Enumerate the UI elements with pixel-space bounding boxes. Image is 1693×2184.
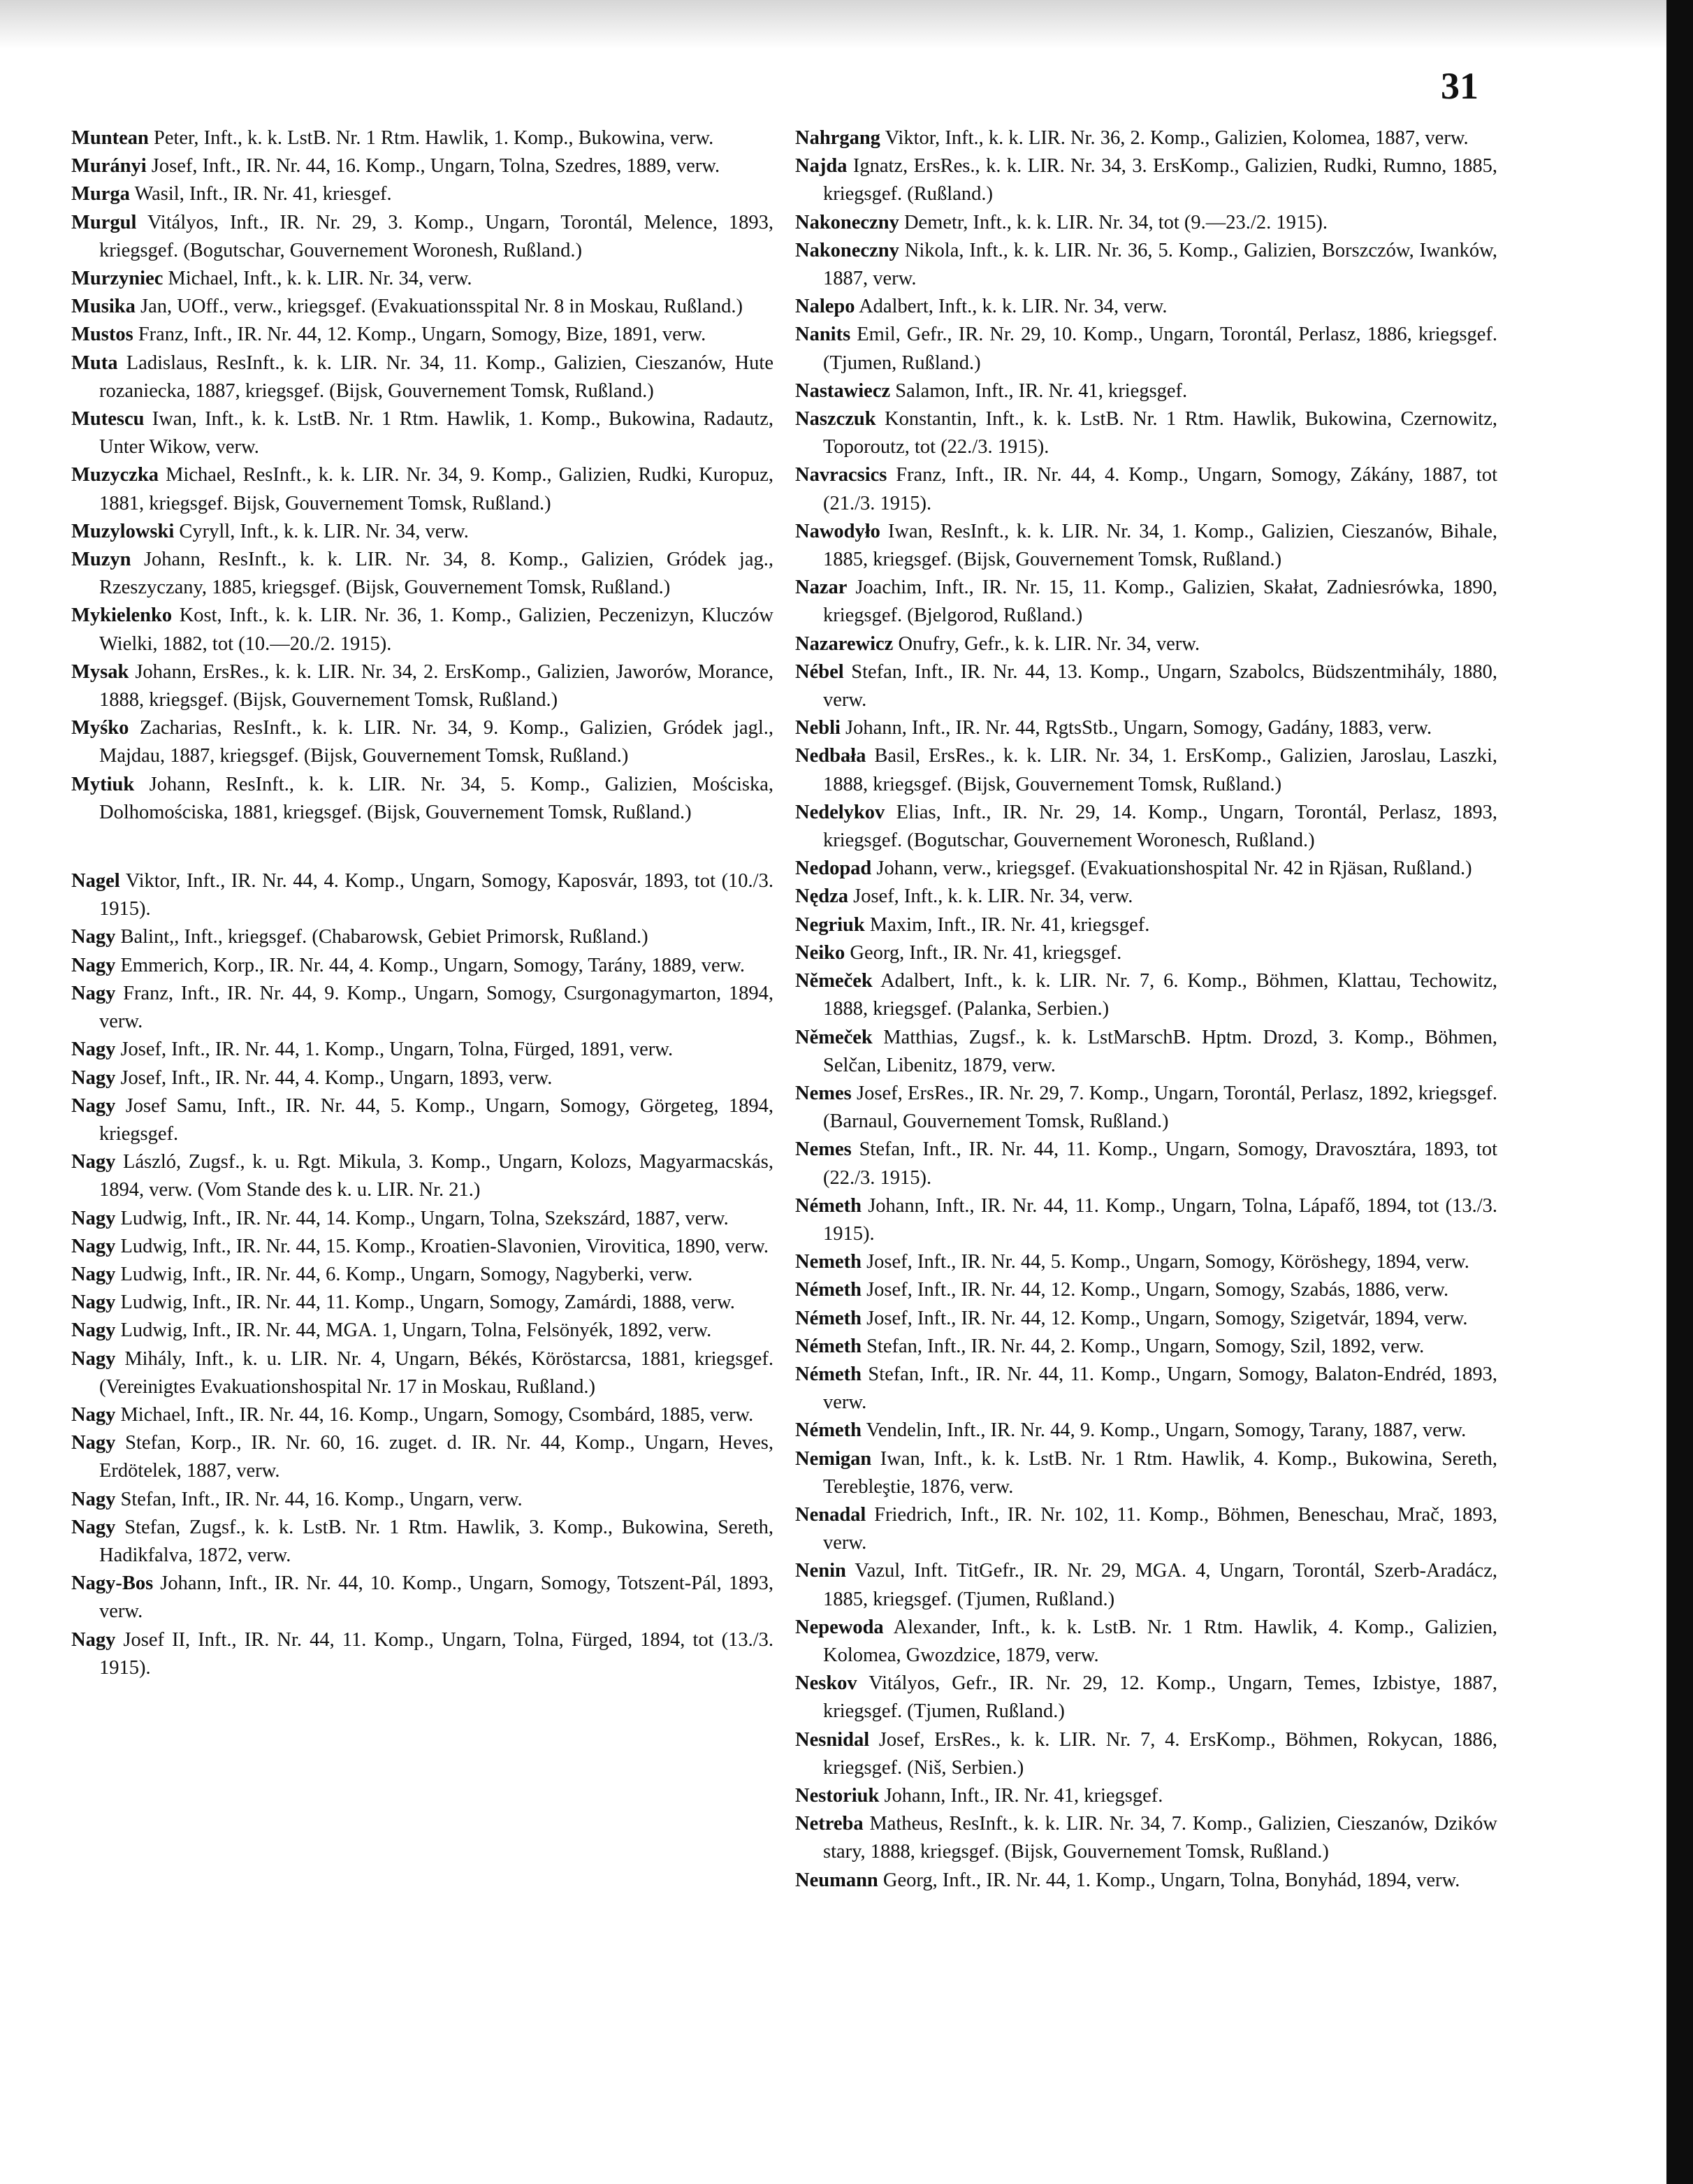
entry-details: Matheus, ResInft., k. k. LIR. Nr. 34, 7. Komp., Galizien, Cieszanów, Dzików stary, 1888, kriegsgef. (Bijsk, Gouvernement Tomsk, Rußland.) — [823, 1813, 1497, 1863]
casualty-entry — [795, 293, 1497, 321]
entry-surname: Nagy — [71, 1207, 116, 1229]
section-gap — [71, 827, 773, 867]
casualty-entry — [71, 124, 773, 152]
entry-surname: Németh — [795, 1419, 862, 1442]
entry-surname: Murányi — [71, 155, 147, 178]
casualty-entry — [795, 714, 1497, 742]
entry-surname: Nagy — [71, 1292, 116, 1314]
casualty-entry — [71, 1289, 773, 1317]
entry-details: Ludwig, Inft., IR. Nr. 44, 15. Komp., Kroatien-Slavonien, Virovitica, 1890, verw. — [120, 1235, 769, 1257]
entry-surname: Nakoneczny — [795, 239, 899, 261]
casualty-entry — [795, 1670, 1497, 1726]
entry-surname: Muntean — [71, 127, 149, 149]
entry-surname: Muta — [71, 352, 118, 374]
entry-surname: Nemigan — [795, 1447, 872, 1470]
entry-details: Georg, Inft., IR. Nr. 44, 1. Komp., Ungarn, Tolna, Bonyhád, 1894, verw. — [882, 1869, 1460, 1891]
entry-details: Peter, Inft., k. k. LstB. Nr. 1 Rtm. Hawlik, 1. Komp., Bukowina, verw. — [153, 127, 714, 149]
entry-details: Stefan, Inft., IR. Nr. 44, 16. Komp., Ungarn, verw. — [120, 1488, 523, 1510]
entry-details: Matthias, Zugsf., k. k. LstMarschB. Hptm. Drozd, 3. Komp., Böhmen, Selčan, Libenitz, 1879, verw. — [823, 1026, 1497, 1076]
entry-details: Stefan, Inft., IR. Nr. 44, 11. Komp., Ungarn, Somogy, Balaton-Endréd, 1893, verw. — [823, 1363, 1498, 1414]
casualty-entry — [71, 1570, 773, 1626]
entry-surname: Nagy — [71, 1347, 116, 1370]
casualty-entry — [795, 630, 1497, 658]
casualty-entry — [71, 461, 773, 517]
entry-details: Kost, Inft., k. k. LIR. Nr. 36, 1. Komp., Galizien, Peczenizyn, Kluczów Wielki, 1882, tot (10.—20./2. 1915). — [99, 605, 773, 655]
casualty-entry — [71, 714, 773, 770]
casualty-entry — [71, 1626, 773, 1682]
entry-surname: Nagy — [71, 1151, 116, 1173]
casualty-entry — [795, 518, 1497, 574]
entry-details: Maxim, Inft., IR. Nr. 41, kriegsgef. — [869, 913, 1150, 936]
entry-surname: Němeček — [795, 1026, 873, 1048]
entry-details: Franz, Inft., IR. Nr. 44, 12. Komp., Ungarn, Somogy, Bize, 1891, verw. — [138, 324, 706, 346]
entry-surname: Nanits — [795, 324, 851, 346]
entry-surname: Németh — [795, 1363, 862, 1385]
entry-surname: Muzylowski — [71, 520, 175, 542]
entry-details: Basil, ErsRes., k. k. LIR. Nr. 34, 1. ErsKomp., Galizien, Jaroslau, Laszki, 1888, kriegsgef. (Bijsk, Gouvernement Tomsk, Rußland.) — [823, 745, 1497, 795]
entry-details: Cyryll, Inft., k. k. LIR. Nr. 34, verw. — [179, 520, 469, 542]
entry-surname: Nagy — [71, 1628, 116, 1651]
entry-details: Stefan, Zugsf., k. k. LstB. Nr. 1 Rtm. Hawlik, 3. Komp., Bukowina, Sereth, Hadikfalva, 1872, verw. — [99, 1516, 773, 1566]
casualty-entry — [795, 883, 1497, 911]
entry-details: Elias, Inft., IR. Nr. 29, 14. Komp., Ungarn, Torontál, Perlasz, 1893, kriegsgef. (Bogutschar, Gouvernement Woronesch, Rußland.) — [823, 801, 1498, 852]
entry-surname: Nedelykov — [795, 801, 885, 823]
casualty-entry — [71, 1317, 773, 1345]
entry-details: Emmerich, Korp., IR. Nr. 44, 4. Komp., Ungarn, Somogy, Tarány, 1889, verw. — [120, 954, 745, 976]
entry-details: Mihály, Inft., k. u. LIR. Nr. 4, Ungarn, Békés, Köröstarcsa, 1881, kriegsgef. (Vereinigtes Evakuationshospital Nr. 17 in Moskau, Rußland.) — [99, 1347, 773, 1398]
entry-surname: Nagy — [71, 1094, 116, 1117]
casualty-entry — [795, 1333, 1497, 1361]
entry-details: Johann, Inft., IR. Nr. 44, 11. Komp., Ungarn, Tolna, Lápafő, 1894, tot (13./3. 1915). — [823, 1194, 1498, 1245]
entry-surname: Nemeth — [795, 1251, 862, 1273]
entry-details: Friedrich, Inft., IR. Nr. 102, 11. Komp., Böhmen, Beneschau, Mrač, 1893, verw. — [823, 1503, 1498, 1554]
entry-details: Franz, Inft., IR. Nr. 44, 4. Komp., Ungarn, Somogy, Zákány, 1887, tot (21./3. 1915). — [823, 464, 1498, 514]
entry-surname: Nagy — [71, 926, 116, 948]
casualty-entry — [71, 546, 773, 602]
entry-details: Johann, verw., kriegsgef. (Evakuationshospital Nr. 42 in Rjäsan, Rußland.) — [876, 858, 1472, 880]
entry-surname: Nagy — [71, 1432, 116, 1454]
entry-details: Josef, ErsRes., k. k. LIR. Nr. 7, 4. ErsKomp., Böhmen, Rokycan, 1886, kriegsgef. (Niš, Serbien.) — [823, 1728, 1498, 1779]
entry-surname: Mutescu — [71, 408, 145, 431]
entry-surname: Nedbała — [795, 745, 866, 767]
entry-surname: Musika — [71, 296, 136, 318]
entry-details: Alexander, Inft., k. k. LstB. Nr. 1 Rtm. Hawlik, 4. Komp., Galizien, Kolomea, Gwozdzice, 1879, verw. — [823, 1616, 1497, 1666]
entry-surname: Murgul — [71, 211, 137, 233]
entry-details: Ludwig, Inft., IR. Nr. 44, 14. Komp., Ungarn, Tolna, Szekszárd, 1887, verw. — [120, 1207, 729, 1229]
entry-details: Georg, Inft., IR. Nr. 41, kriegsgef. — [850, 941, 1122, 964]
entry-surname: Németh — [795, 1335, 862, 1357]
casualty-entry — [795, 1136, 1497, 1192]
casualty-entry — [795, 405, 1497, 461]
casualty-entry — [795, 574, 1497, 630]
entry-surname: Negriuk — [795, 913, 865, 936]
casualty-entry — [71, 658, 773, 714]
casualty-entry — [71, 1036, 773, 1064]
casualty-entry — [795, 377, 1497, 405]
entry-surname: Nepewoda — [795, 1616, 884, 1638]
entry-surname: Nagel — [71, 870, 120, 892]
casualty-entry — [71, 152, 773, 180]
entry-surname: Németh — [795, 1307, 862, 1329]
entry-surname: Nenin — [795, 1560, 846, 1582]
entry-surname: Mytiuk — [71, 773, 135, 795]
casualty-entry — [71, 293, 773, 321]
entry-details: Josef, Inft., IR. Nr. 44, 12. Komp., Ungarn, Somogy, Szabás, 1886, verw. — [866, 1279, 1449, 1301]
entry-surname: Murzyniec — [71, 268, 164, 290]
entry-surname: Neumann — [795, 1869, 878, 1891]
entry-surname: Nagy-Bos — [71, 1572, 154, 1595]
entry-surname: Nagy — [71, 1403, 116, 1426]
entry-details: Michael, Inft., k. k. LIR. Nr. 34, verw. — [168, 268, 472, 290]
casualty-entry — [71, 1148, 773, 1204]
casualty-entry — [795, 1501, 1497, 1557]
entry-details: Johann, Inft., IR. Nr. 41, kriegsgef. — [884, 1784, 1163, 1807]
entry-details: Onufry, Gefr., k. k. LIR. Nr. 34, verw. — [898, 632, 1200, 655]
entry-surname: Naszczuk — [795, 408, 876, 431]
entry-surname: Nalepo — [795, 296, 855, 318]
entry-surname: Nazarewicz — [795, 632, 894, 655]
casualty-entry — [71, 1261, 773, 1289]
entry-surname: Najda — [795, 155, 848, 178]
entry-details: Josef II, Inft., IR. Nr. 44, 11. Komp., Ungarn, Tolna, Fürged, 1894, tot (13./3. 1915). — [99, 1628, 774, 1679]
casualty-entry — [71, 980, 773, 1036]
entry-surname: Muzyczka — [71, 464, 159, 486]
entry-details: Josef, Inft., IR. Nr. 44, 16. Komp., Ungarn, Tolna, Szedres, 1889, verw. — [151, 155, 720, 178]
entry-details: Stefan, Inft., IR. Nr. 44, 2. Komp., Ungarn, Somogy, Szil, 1892, verw. — [866, 1335, 1425, 1357]
entry-details: Zacharias, ResInft., k. k. LIR. Nr. 34, 9. Komp., Galizien, Gródek jagl., Majdau, 1887, kriegsgef. (Bijsk, Gouvernement Tomsk, Rußland.) — [99, 717, 774, 767]
casualty-entry — [795, 1248, 1497, 1276]
entry-details: Balint,, Inft., kriegsgef. (Chabarowsk, Gebiet Primorsk, Rußland.) — [120, 926, 648, 948]
entry-surname: Neskov — [795, 1672, 857, 1695]
casualty-entry — [71, 1345, 773, 1401]
casualty-entry — [71, 405, 773, 461]
entry-surname: Nagy — [71, 1039, 116, 1061]
casualty-entry — [795, 461, 1497, 517]
entry-surname: Nędza — [795, 885, 848, 908]
entry-details: Josef, Inft., IR. Nr. 44, 5. Komp., Ungarn, Somogy, Köröshegy, 1894, verw. — [866, 1251, 1469, 1273]
casualty-entry — [795, 1810, 1497, 1866]
casualty-entry — [795, 1782, 1497, 1810]
casualty-entry — [71, 180, 773, 208]
entry-surname: Nebli — [795, 717, 841, 739]
casualty-entry — [795, 939, 1497, 967]
entry-details: László, Zugsf., k. u. Rgt. Mikula, 3. Komp., Ungarn, Kolozs, Magyarmacskás, 1894, verw. (Vom Stande des k. u. LIR. Nr. 21.) — [99, 1151, 774, 1201]
entry-surname: Nahrgang — [795, 127, 880, 149]
entry-details: Stefan, Korp., IR. Nr. 60, 16. zuget. d. IR. Nr. 44, Komp., Ungarn, Heves, Erdötelek, 1887, verw. — [99, 1432, 774, 1482]
entry-surname: Nenadal — [795, 1503, 866, 1526]
casualty-entry — [795, 1361, 1497, 1417]
entry-details: Iwan, Inft., k. k. LstB. Nr. 1 Rtm. Hawlik, 1. Komp., Bukowina, Radautz, Unter Wikow, verw. — [99, 408, 773, 458]
entry-details: Josef, Inft., k. k. LIR. Nr. 34, verw. — [853, 885, 1133, 908]
casualty-entry — [795, 1080, 1497, 1136]
entry-surname: Mustos — [71, 324, 133, 346]
entry-surname: Myśko — [71, 717, 129, 739]
entry-details: Viktor, Inft., k. k. LIR. Nr. 36, 2. Komp., Galizien, Kolomea, 1887, verw. — [885, 127, 1469, 149]
casualty-entry — [71, 1486, 773, 1514]
casualty-entry — [795, 1276, 1497, 1304]
entry-details: Demetr, Inft., k. k. LIR. Nr. 34, tot (9.—23./2. 1915). — [903, 211, 1328, 233]
scan-edge-bar — [1666, 0, 1693, 2184]
casualty-entry — [71, 1205, 773, 1233]
casualty-entry — [71, 1401, 773, 1429]
casualty-entry — [71, 265, 773, 293]
entry-details: Josef, ErsRes., IR. Nr. 29, 7. Komp., Ungarn, Torontál, Perlasz, 1892, kriegsgef. (Barnaul, Gouvernement Tomsk, Rußland.) — [823, 1082, 1498, 1133]
casualty-entry — [71, 518, 773, 546]
casualty-entry — [795, 967, 1497, 1023]
entry-surname: Németh — [795, 1194, 862, 1217]
casualty-entry — [795, 911, 1497, 939]
entry-details: Johann, Inft., IR. Nr. 44, 10. Komp., Ungarn, Somogy, Totszent-Pál, 1893, verw. — [99, 1572, 773, 1623]
entry-surname: Murga — [71, 183, 130, 205]
casualty-entry — [795, 321, 1497, 377]
entry-details: Stefan, Inft., IR. Nr. 44, 13. Komp., Ungarn, Szabolcs, Büdszentmihály, 1880, verw. — [823, 660, 1497, 711]
entry-surname: Mykielenko — [71, 605, 173, 627]
entry-details: Stefan, Inft., IR. Nr. 44, 11. Komp., Ungarn, Somogy, Dravosztára, 1893, tot (22./3. 1915). — [823, 1138, 1497, 1189]
casualty-entry — [71, 1233, 773, 1261]
entry-details: Johann, ResInft., k. k. LIR. Nr. 34, 5. Komp., Galizien, Mościska, Dolhomościska, 1881, kriegsgef. (Bijsk, Gouvernement Tomsk, Rußland.) — [99, 773, 773, 823]
left-column — [71, 124, 773, 1682]
entry-surname: Nébel — [795, 660, 844, 683]
casualty-entry — [795, 1305, 1497, 1333]
entry-surname: Nagy — [71, 954, 116, 976]
entry-surname: Nagy — [71, 1235, 116, 1257]
entry-details: Johann, ErsRes., k. k. LIR. Nr. 34, 2. ErsKomp., Galizien, Jaworów, Morance, 1888, kriegsgef. (Bijsk, Gouvernement Tomsk, Rußland.) — [99, 660, 774, 711]
entry-surname: Németh — [795, 1279, 862, 1301]
right-column — [795, 124, 1497, 1895]
casualty-entry — [71, 602, 773, 658]
entry-details: Ludwig, Inft., IR. Nr. 44, 11. Komp., Ungarn, Somogy, Zamárdi, 1888, verw. — [120, 1292, 735, 1314]
casualty-entry — [795, 1867, 1497, 1895]
entry-details: Joachim, Inft., IR. Nr. 15, 11. Komp., Galizien, Skałat, Zadniesrówka, 1890, kriegsgef. (Bjelgorod, Rußland.) — [823, 577, 1498, 627]
casualty-entry — [795, 1614, 1497, 1670]
entry-details: Ladislaus, ResInft., k. k. LIR. Nr. 34, 11. Komp., Galizien, Cieszanów, Hute rozaniecka, 1887, kriegsgef. (Bijsk, Gouvernement Tomsk, Rußland.) — [99, 352, 773, 402]
entry-details: Jan, UOff., verw., kriegsgef. (Evakuationsspital Nr. 8 in Moskau, Rußland.) — [140, 296, 743, 318]
entry-surname: Nazar — [795, 577, 848, 599]
casualty-entry — [71, 1514, 773, 1570]
casualty-entry — [71, 321, 773, 349]
entry-details: Ignatz, ErsRes., k. k. LIR. Nr. 34, 3. ErsKomp., Galizien, Rudki, Rumno, 1885, kriegsgef. (Rußland.) — [823, 155, 1497, 205]
entry-surname: Nagy — [71, 982, 116, 1004]
entry-details: Iwan, Inft., k. k. LstB. Nr. 1 Rtm. Hawlik, 4. Komp., Bukowina, Sereth, Terebleştie, 1876, verw. — [823, 1447, 1498, 1498]
entry-surname: Nagy — [71, 1066, 116, 1089]
entry-surname: Nesnidal — [795, 1728, 870, 1751]
entry-details: Franz, Inft., IR. Nr. 44, 9. Komp., Ungarn, Somogy, Csurgonagymarton, 1894, verw. — [99, 982, 773, 1033]
entry-surname: Muzyn — [71, 549, 131, 571]
casualty-entry — [795, 209, 1497, 237]
casualty-entry — [795, 1417, 1497, 1445]
entry-details: Vazul, Inft. TitGefr., IR. Nr. 29, MGA. 4, Ungarn, Torontál, Szerb-Aradácz, 1885, kriegsgef. (Tjumen, Rußland.) — [823, 1560, 1497, 1610]
entry-surname: Navracsics — [795, 464, 887, 486]
entry-surname: Mysak — [71, 660, 129, 683]
entry-surname: Nemes — [795, 1138, 852, 1161]
entry-details: Vendelin, Inft., IR. Nr. 44, 9. Komp., Ungarn, Somogy, Tarany, 1887, verw. — [866, 1419, 1467, 1442]
entry-surname: Nagy — [71, 1319, 116, 1342]
entry-details: Emil, Gefr., IR. Nr. 29, 10. Komp., Ungarn, Torontál, Perlasz, 1886, kriegsgef. (Tjumen, Rußland.) — [823, 324, 1498, 374]
entry-details: Josef, Inft., IR. Nr. 44, 4. Komp., Ungarn, 1893, verw. — [120, 1066, 553, 1089]
casualty-entry — [795, 799, 1497, 855]
scan-shading — [0, 0, 1693, 49]
entry-details: Josef Samu, Inft., IR. Nr. 44, 5. Komp., Ungarn, Somogy, Görgeteg, 1894, kriegsgef. — [99, 1094, 774, 1145]
entry-surname: Nastawiecz — [795, 379, 891, 402]
entry-surname: Nagy — [71, 1263, 116, 1285]
casualty-entry — [795, 1192, 1497, 1248]
entry-details: Nikola, Inft., k. k. LIR. Nr. 36, 5. Komp., Galizien, Borszczów, Iwanków, 1887, verw. — [823, 239, 1498, 290]
entry-surname: Nedopad — [795, 858, 872, 880]
casualty-entry — [795, 742, 1497, 798]
entry-details: Wasil, Inft., IR. Nr. 41, kriesgef. — [134, 183, 392, 205]
casualty-entry — [71, 923, 773, 951]
entry-details: Josef, Inft., IR. Nr. 44, 12. Komp., Ungarn, Somogy, Szigetvár, 1894, verw. — [866, 1307, 1468, 1329]
entry-details: Michael, Inft., IR. Nr. 44, 16. Komp., Ungarn, Somogy, Csombárd, 1885, verw. — [120, 1403, 754, 1426]
entry-details: Viktor, Inft., IR. Nr. 44, 4. Komp., Ungarn, Somogy, Kaposvár, 1893, tot (10./3. 1915). — [99, 870, 773, 920]
casualty-entry — [795, 658, 1497, 714]
entry-surname: Neiko — [795, 941, 845, 964]
entry-details: Vitályos, Gefr., IR. Nr. 29, 12. Komp., Ungarn, Temes, Izbistye, 1887, kriegsgef. (Tjumen, Rußland.) — [823, 1672, 1497, 1723]
entry-details: Michael, ResInft., k. k. LIR. Nr. 34, 9. Komp., Galizien, Rudki, Kuropuz, 1881, kriegsgef. Bijsk, Gouvernement Tomsk, Rußland.) — [99, 464, 774, 514]
entry-details: Iwan, ResInft., k. k. LIR. Nr. 34, 1. Komp., Galizien, Cieszanów, Bihale, 1885, kriegsgef. (Bijsk, Gouvernement Tomsk, Rußland.) — [823, 520, 1497, 571]
casualty-entry — [795, 1557, 1497, 1613]
entry-details: Adalbert, Inft., k. k. LIR. Nr. 7, 6. Komp., Böhmen, Klattau, Techowitz, 1888, kriegsgef. (Palanka, Serbien.) — [823, 970, 1497, 1020]
entry-details: Konstantin, Inft., k. k. LstB. Nr. 1 Rtm. Hawlik, Bukowina, Czernowitz, Toporoutz, tot (22./3. 1915). — [823, 408, 1497, 458]
casualty-entry — [795, 237, 1497, 293]
entry-surname: Nakoneczny — [795, 211, 899, 233]
casualty-entry — [71, 771, 773, 827]
entry-surname: Nestoriuk — [795, 1784, 880, 1807]
casualty-entry — [71, 349, 773, 405]
entry-details: Johann, Inft., IR. Nr. 44, RgtsStb., Ungarn, Somogy, Gadány, 1883, verw. — [845, 717, 1432, 739]
casualty-entry — [71, 209, 773, 265]
entry-details: Ludwig, Inft., IR. Nr. 44, 6. Komp., Ungarn, Somogy, Nagyberki, verw. — [120, 1263, 693, 1285]
entry-surname: Nawodyło — [795, 520, 880, 542]
casualty-entry — [795, 1726, 1497, 1782]
entry-surname: Nemes — [795, 1082, 852, 1104]
casualty-entry — [71, 1064, 773, 1092]
casualty-entry — [795, 1024, 1497, 1080]
page-number: 31 — [1441, 65, 1478, 107]
entry-details: Johann, ResInft., k. k. LIR. Nr. 34, 8. Komp., Galizien, Gródek jag., Rzeszyczany, 1885, kriegsgef. (Bijsk, Gouvernement Tomsk, Rußland.) — [99, 549, 774, 599]
entry-details: Ludwig, Inft., IR. Nr. 44, MGA. 1, Ungarn, Tolna, Felsönyék, 1892, verw. — [120, 1319, 712, 1342]
entry-details: Salamon, Inft., IR. Nr. 41, kriegsgef. — [895, 379, 1188, 402]
casualty-entry — [71, 867, 773, 923]
entry-details: Vitályos, Inft., IR. Nr. 29, 3. Komp., Ungarn, Torontál, Melence, 1893, kriegsgef. (Bogutschar, Gouvernement Woronesh, Rußland.) — [99, 211, 773, 261]
casualty-entry — [71, 1429, 773, 1485]
entry-details: Josef, Inft., IR. Nr. 44, 1. Komp., Ungarn, Tolna, Fürged, 1891, verw. — [120, 1039, 674, 1061]
entry-surname: Nagy — [71, 1516, 116, 1538]
entry-surname: Netreba — [795, 1813, 864, 1835]
casualty-entry — [795, 1445, 1497, 1501]
entry-surname: Němeček — [795, 970, 873, 992]
entry-surname: Nagy — [71, 1488, 116, 1510]
casualty-entry — [71, 952, 773, 980]
casualty-entry — [795, 124, 1497, 152]
entry-details: Adalbert, Inft., k. k. LIR. Nr. 34, verw. — [859, 296, 1168, 318]
casualty-entry — [795, 152, 1497, 208]
casualty-entry — [795, 855, 1497, 883]
casualty-entry — [71, 1092, 773, 1148]
